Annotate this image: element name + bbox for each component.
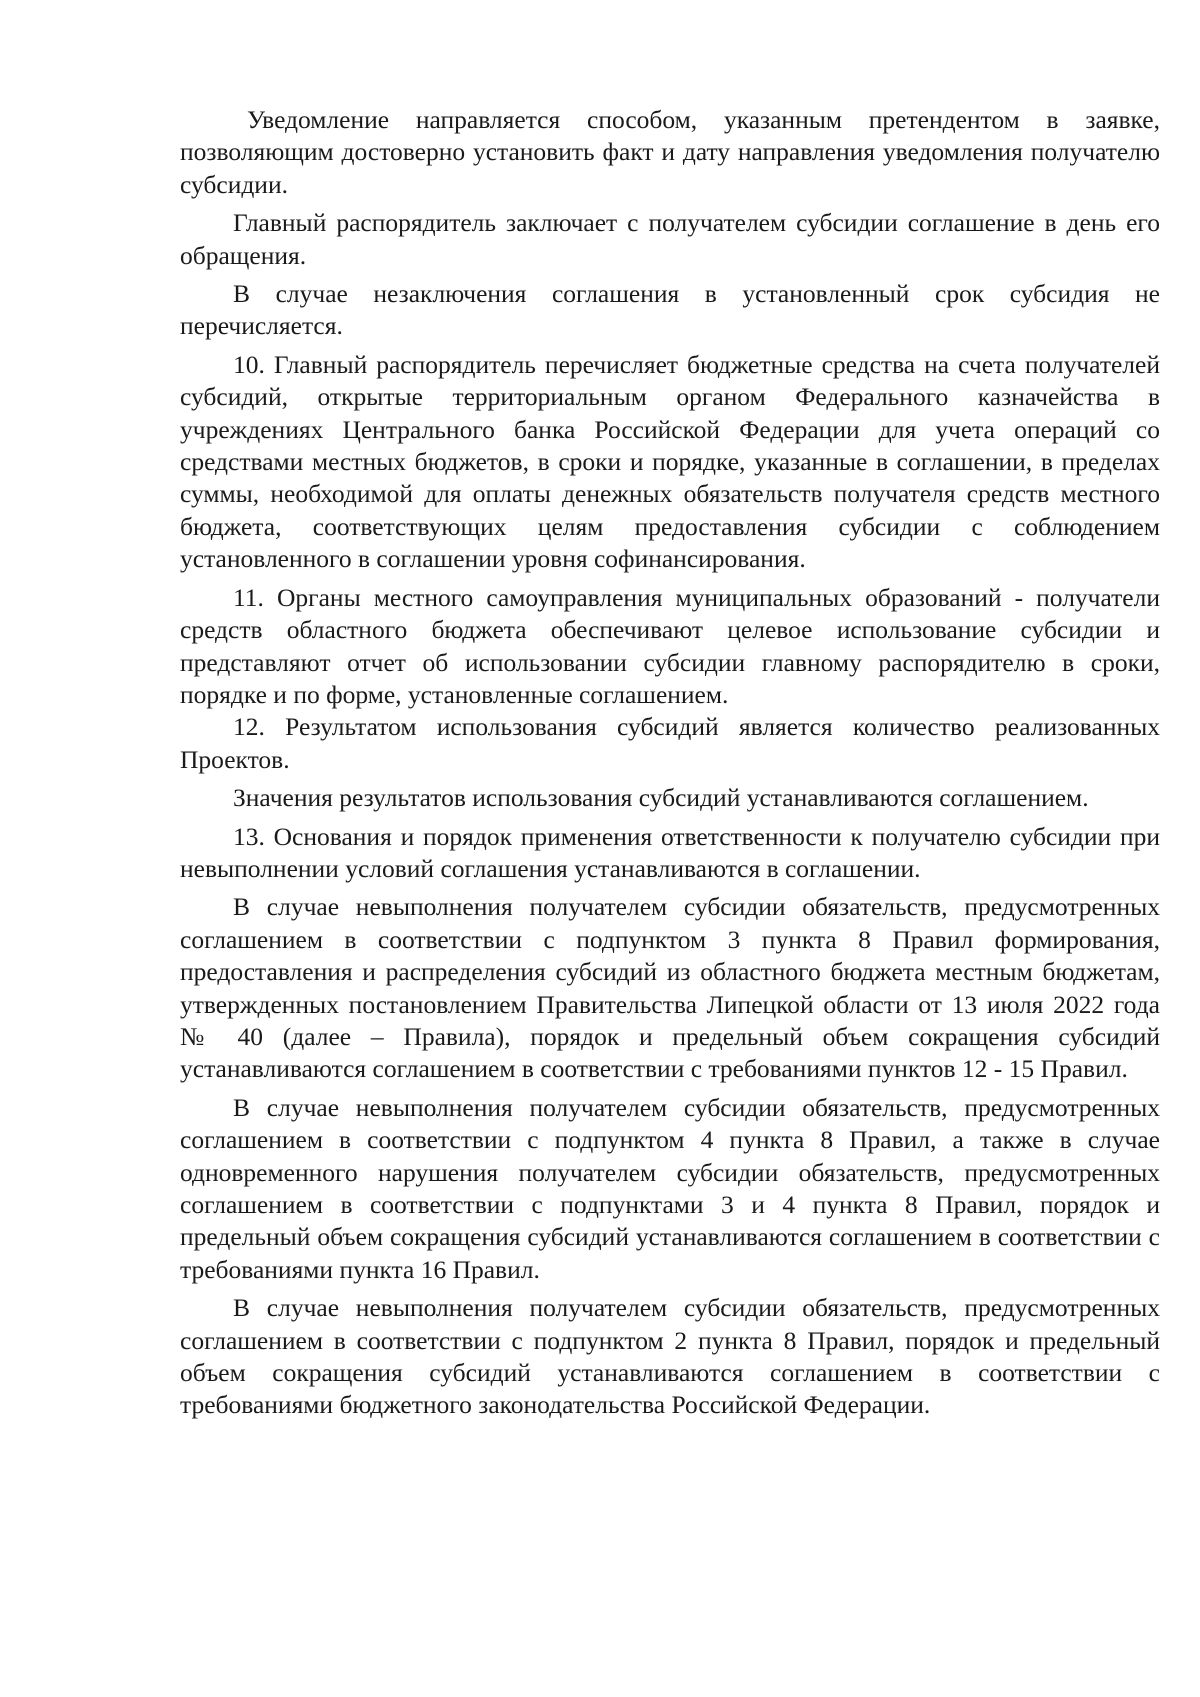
paragraph-agreement-conclusion: Главный распорядитель заключает с получателем субсидии соглашение в день его обращения. [180, 208, 1160, 270]
paragraph-failure-subpoint-3: В случае невыполнения получателем субсидии обязательств, предусмотренных соглашением в соответствии с подпунктом 3 пункта 8 Правил формирования, предоставления и распределения субсидий из областного бюджета местным бюджетам, утвержденных постановлением Правительства Липецкой области от 13 июля 2022 года № 40 (далее – Правила), порядок и предельный объем сокращения субсидий устанавливаются соглашением в соответствии с требованиями пунктов 12 - 15 Правил. [180, 892, 1160, 1084]
paragraph-notification-method: Уведомление направляется способом, указанным претендентом в заявке, позволяющим достоверно установить факт и дату направления уведомления получателю субсидии. [180, 105, 1160, 199]
paragraph-failure-subpoint-4: В случае невыполнения получателем субсидии обязательств, предусмотренных соглашением в соответствии с подпунктом 4 пункта 8 Правил, а также в случае одновременного нарушения получателем субсидии обязательств, предусмотренных соглашением в соответствии с подпунктами 3 и 4 пункта 8 Правил, порядок и предельный объем сокращения субсидий устанавливаются соглашением в соответствии с требованиями пункта 16 Правил. [180, 1092, 1160, 1284]
paragraph-failure-subpoint-2: В случае невыполнения получателем субсидии обязательств, предусмотренных соглашением в соответствии с подпунктом 2 пункта 8 Правил, порядок и предельный объем сокращения субсидий устанавливаются соглашением в соответствии с требованиями бюджетного законодательства Российской Федерации. [180, 1293, 1160, 1420]
document-body [180, 104, 1160, 1422]
paragraph-item-10: 10. Главный распорядитель перечисляет бюджетные средства на счета получателей субсидий, открытые территориальным органом Федерального казначейства в учреждениях Центрального банка Российской Федерации для учета операций со средствами местных бюджетов, в сроки и порядке, указанные в соглашении, в пределах суммы, необходимой для оплаты денежных обязательств получателя средств местного бюджета, соответствующих целям предоставления субсидии с соблюдением установленного в соглашении уровня софинансирования. [180, 349, 1160, 574]
paragraph-item-13: 13. Основания и порядок применения ответственности к получателю субсидии при невыполнении условий соглашения устанавливаются в соглашении. [180, 821, 1160, 883]
paragraph-non-conclusion: В случае незаключения соглашения в установленный срок субсидия не перечисляется. [180, 279, 1160, 341]
paragraph-result-values: Значения результатов использования субсидий устанавливаются соглашением. [233, 783, 1089, 813]
paragraph-item-12: 12. Результатом использования субсидий является количество реализованных Проектов. [180, 712, 1160, 774]
paragraph-item-11: 11. Органы местного самоуправления муниципальных образований - получатели средств областного бюджета обеспечивают целевое использование субсидии и представляют отчет об использовании субсидии главному распорядителю в сроки, порядке и по форме, установленные соглашением. [180, 582, 1160, 709]
